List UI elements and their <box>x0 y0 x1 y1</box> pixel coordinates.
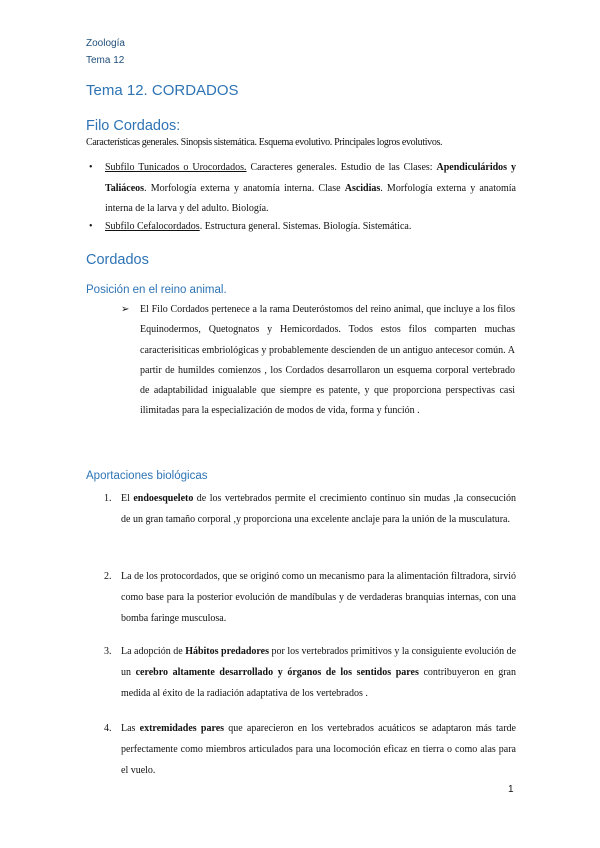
arrow-bullet-icon: ➢ <box>121 304 130 315</box>
subfilo-tunicados-name: Subfilo Tunicados o Urocordados. <box>105 162 247 173</box>
subheading-aportaciones: Aportaciones biológicas <box>86 470 208 482</box>
item-text: por los vertebrados primitivos y la consiguiente evolución de un <box>121 646 517 678</box>
paragraph-posicion: El Filo Cordados pertenece a la rama Deuteróstomos del reino animal, que incluye a los filos Equinodermos, Quetognatos y Hemicordados. Todos estos filos comparten muchas caracterisiticas embriológicas y probablemente descienden de un antiguo antecesor común. A partir de humildes comienzos , los Cordados desarrollaron un esquema corporal vertebrado de adaptabilidad inigualable que siempre es patente, y que proporciona perspectivas casi ilimitadas para la especialización de modos de vida, forma y función . <box>140 304 515 417</box>
header-subject: Zoología <box>86 38 125 49</box>
subheading-posicion: Posición en el reino animal. <box>86 284 227 296</box>
item-text: La adopción de <box>121 646 186 657</box>
bold-ascidias: Ascidias <box>344 182 381 194</box>
list-item-1 <box>86 488 516 530</box>
bold-habitos-predadores: Hábitos predadores <box>185 646 270 657</box>
bullet-icon: • <box>89 162 93 173</box>
subfilo-tunicados-text-2: . Morfología externa y anatomía interna. Clase <box>144 182 345 194</box>
bold-apendicularidos: Apendiculáridos y Taliáceos <box>105 162 517 194</box>
list-item-4 <box>86 718 516 781</box>
section-heading-cordados: Cordados <box>86 252 149 268</box>
section-heading-filo-cordados: Filo Cordados: <box>86 118 181 134</box>
item-text: Las <box>121 723 140 734</box>
item-text: contribuyeron en gran medida al éxito de la radiación adaptativa de los vertebrados . <box>121 667 516 699</box>
list-number: 3. <box>104 646 112 657</box>
bold-cerebro: cerebro altamente desarrollado y órganos de los sentidos pares <box>135 667 419 678</box>
item-text: El <box>121 493 134 504</box>
subfilo-tunicados-text-3: . Morfología externa y anatomía interna de la larva y del adulto. Biología. <box>105 182 516 214</box>
list-number: 4. <box>104 723 112 734</box>
header-topic: Tema 12 <box>86 55 125 66</box>
synopsis-line: Características generales. Sinopsis sistemática. Esquema evolutivo. Principales logros evolutivos. <box>86 137 443 148</box>
subfilo-tunicados-text: Caracteres generales. Estudio de las Clases: <box>246 162 437 173</box>
list-item-cefalocordados <box>86 217 516 238</box>
list-item-2 <box>86 566 516 629</box>
item-text: que aparecieron en los vertebrados acuáticos se adaptaron más tarde perfectamente como miembros articulados para una locomoción eficaz en tierra o como alas para el vuelo. <box>121 723 516 776</box>
item-text: La de los protocordados, que se originó como un mecanismo para la alimentación filtradora, sirvió como base para la posterior evolución de mandíbulas y de verdaderas branquias internas, con una bomba faringe musculosa. <box>121 571 516 624</box>
bold-endoesqueleto: endoesqueleto <box>133 493 194 504</box>
document-title: Tema 12. CORDADOS <box>86 82 239 99</box>
bold-extremidades-pares: extremidades pares <box>139 723 225 734</box>
page-number: 1 <box>508 784 514 795</box>
list-item-3 <box>86 641 516 704</box>
list-number: 1. <box>104 493 112 504</box>
list-number: 2. <box>104 571 112 582</box>
subfilo-cefalocordados-text: . Estructura general. Sistemas. Biología. Sistemática. <box>199 221 412 232</box>
list-item-tunicados <box>86 158 516 220</box>
bullet-icon: • <box>89 221 93 232</box>
subfilo-cefalocordados-name: Subfilo Cefalocordados <box>105 221 200 232</box>
item-text: de los vertebrados permite el crecimiento continuo sin mudas ,la consecución de un gran tamaño corporal ,y proporciona una excelente anclaje para la unión de la musculatura. <box>121 493 516 525</box>
